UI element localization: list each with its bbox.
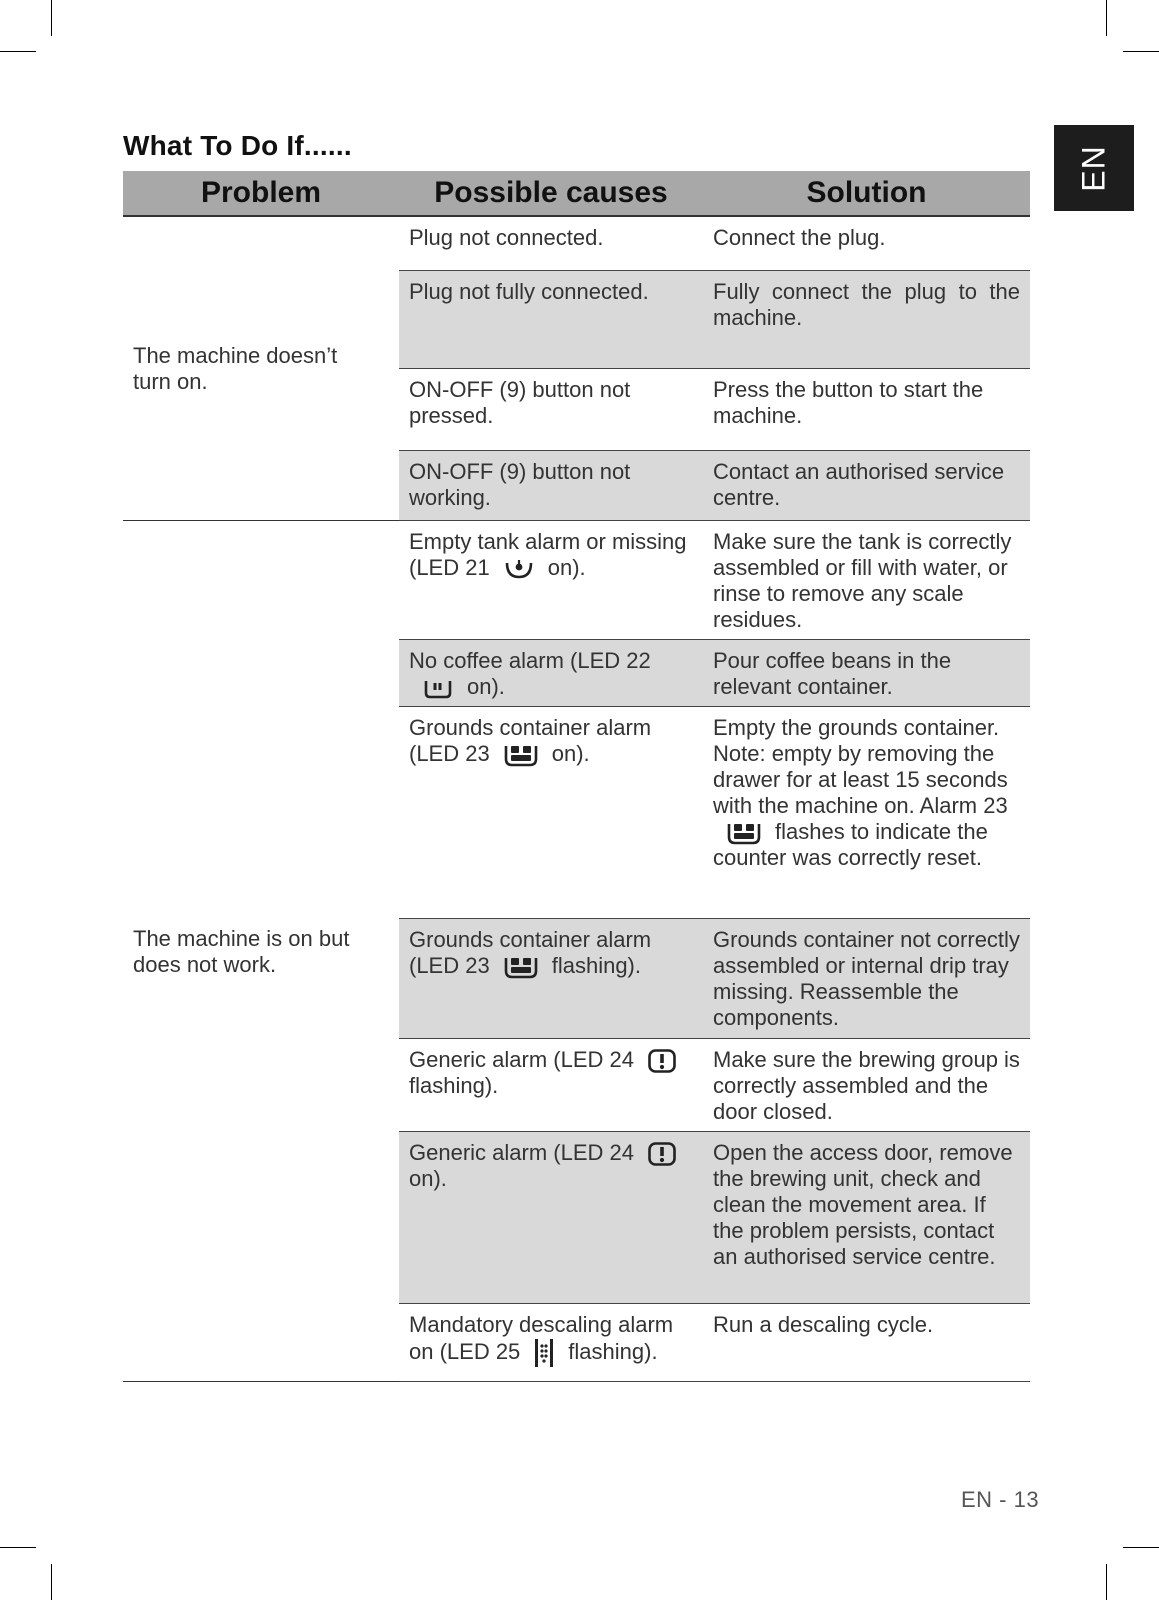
cause-cell: Plug not fully connected. xyxy=(399,270,703,368)
cause-text-end: on). xyxy=(409,1165,447,1191)
page-title: What To Do If...... xyxy=(123,130,352,161)
cause-text-end: on). xyxy=(547,554,586,580)
language-tab xyxy=(1054,125,1134,211)
solution-cell: Make sure the tank is correctly assembled or fill with water, or rinse to remove any scale residues. xyxy=(703,520,1030,639)
table-row xyxy=(123,520,1030,639)
cause-text: No coffee alarm (LED 22 xyxy=(409,647,651,673)
crop-mark xyxy=(51,1564,52,1600)
cause-text-end: on). xyxy=(551,740,590,766)
solution-text-end: flashes to indicate the counter was correctly reset. xyxy=(713,818,988,870)
table-row xyxy=(123,216,1030,270)
crop-mark xyxy=(0,51,36,52)
header-problem: Problem xyxy=(123,171,399,216)
solution-cell: Fully connect the plug to the machine. xyxy=(703,270,1030,368)
cause-cell xyxy=(399,1131,703,1303)
cause-cell xyxy=(399,706,703,918)
solution-cell: Press the button to start the machine. xyxy=(703,368,1030,450)
solution-cell: Open the access door, remove the brewing unit, check and clean the movement area. If the problem persists, contact an authorised service centre. xyxy=(703,1131,1030,1303)
cause-text: Mandatory descaling alarm on (LED 25 xyxy=(409,1311,674,1364)
solution-cell: Grounds container not correctly assembled or internal drip tray missing. Reassemble the components. xyxy=(703,918,1030,1038)
descaling-icon xyxy=(534,1338,554,1368)
crop-mark xyxy=(51,0,52,36)
water-tank-icon xyxy=(504,558,534,580)
cause-text: Generic alarm (LED 24 xyxy=(409,1139,634,1165)
table-header-row xyxy=(123,171,1030,216)
solution-cell xyxy=(703,706,1030,918)
problem-cell xyxy=(123,216,399,520)
generic-alarm-icon xyxy=(648,1142,676,1166)
crop-mark xyxy=(1123,51,1159,52)
cause-cell: ON-OFF (9) button not pressed. xyxy=(399,368,703,450)
language-tab-label: EN xyxy=(1075,144,1112,192)
cause-text-end: flashing). xyxy=(409,1072,499,1098)
crop-mark xyxy=(1106,0,1107,36)
cause-text: Empty tank alarm or missing (LED 21 xyxy=(409,528,687,580)
grounds-container-icon xyxy=(504,955,538,979)
solution-text: Empty the grounds container. Note: empty by removing the drawer for at least 15 seconds with the machine on. Alarm 23 xyxy=(713,714,1008,818)
cause-text-end: flashing). xyxy=(551,952,641,978)
crop-mark xyxy=(0,1547,36,1548)
crop-mark xyxy=(1123,1547,1159,1548)
cause-text-end: on). xyxy=(467,673,505,699)
header-possible-causes: Possible causes xyxy=(399,171,703,216)
cause-text: Grounds container alarm (LED 23 xyxy=(409,714,652,766)
crop-mark xyxy=(1106,1564,1107,1600)
cause-cell xyxy=(399,1038,703,1131)
solution-cell: Run a descaling cycle. xyxy=(703,1303,1030,1381)
problem-text: The machine is on but does not work. xyxy=(133,925,350,977)
cause-text: Generic alarm (LED 24 xyxy=(409,1046,634,1072)
problem-cell xyxy=(123,520,399,1381)
cause-text-end: flashing). xyxy=(568,1338,658,1364)
solution-cell: Connect the plug. xyxy=(703,216,1030,270)
troubleshooting-table xyxy=(123,171,1030,1382)
cause-cell xyxy=(399,1303,703,1381)
cause-cell xyxy=(399,918,703,1038)
grounds-container-icon xyxy=(504,743,538,767)
cause-cell xyxy=(399,639,703,706)
solution-cell: Contact an authorised service centre. xyxy=(703,450,1030,520)
generic-alarm-icon xyxy=(648,1049,676,1073)
page-number: EN - 13 xyxy=(961,1487,1040,1512)
coffee-beans-icon xyxy=(423,677,453,699)
cause-cell xyxy=(399,520,703,639)
cause-text: Grounds container alarm (LED 23 xyxy=(409,926,652,978)
header-solution: Solution xyxy=(703,171,1030,216)
problem-text: The machine doesn’t turn on. xyxy=(133,343,338,395)
grounds-container-icon xyxy=(727,821,761,845)
cause-cell: ON-OFF (9) button not working. xyxy=(399,450,703,520)
cause-cell: Plug not connected. xyxy=(399,216,703,270)
solution-cell: Pour coffee beans in the relevant container. xyxy=(703,639,1030,706)
solution-cell: Make sure the brewing group is correctly assembled and the door closed. xyxy=(703,1038,1030,1131)
